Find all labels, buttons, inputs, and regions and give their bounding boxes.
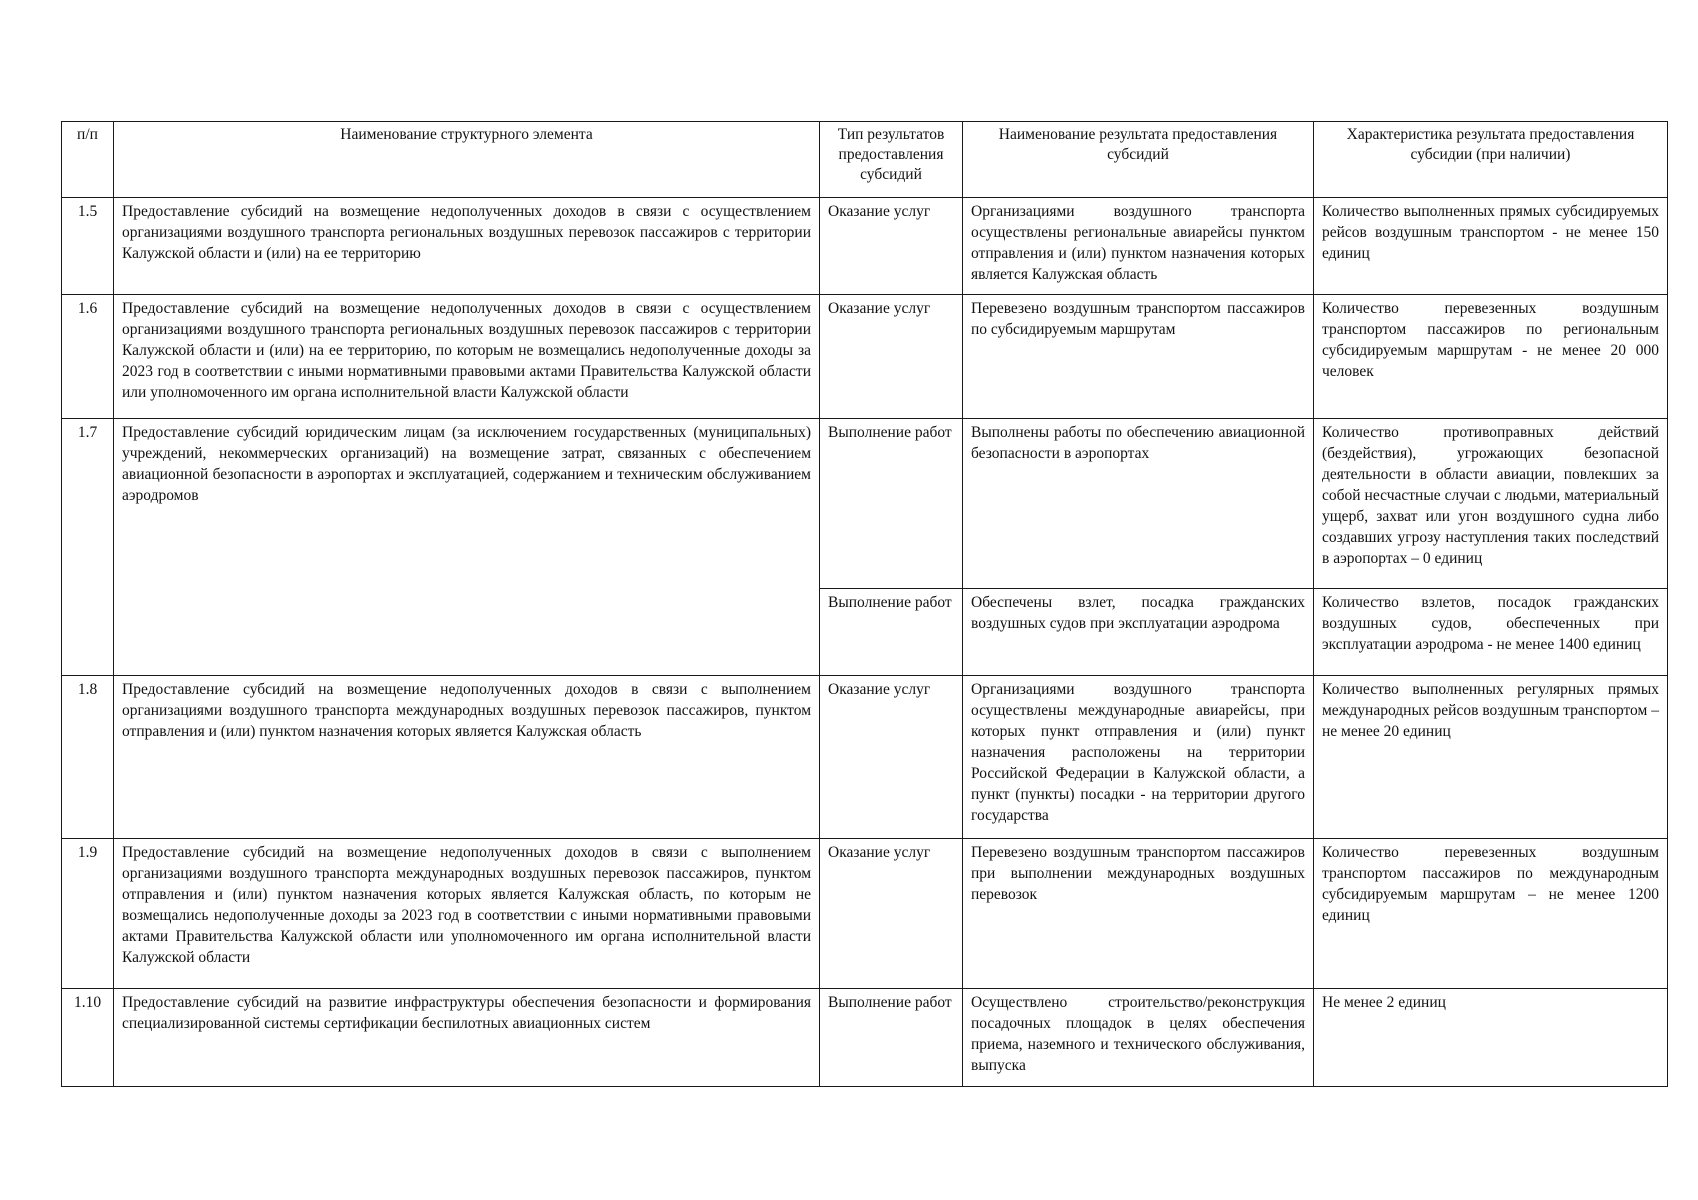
header-num: п/п xyxy=(62,122,114,198)
row-result-name: Обеспечены взлет, посадка гражданских воздушных судов при эксплуатации аэродрома xyxy=(963,589,1314,676)
row-num: 1.10 xyxy=(62,989,114,1087)
row-element-name: Предоставление субсидий на развитие инфраструктуры обеспечения безопасности и формирования специализированной системы сертификации беспилотных авиационных систем xyxy=(114,989,820,1087)
header-result-name: Наименование результата предоставления субсидий xyxy=(963,122,1314,198)
row-element-name: Предоставление субсидий юридическим лицам (за исключением государственных (муниципальных) учреждений, некоммерческих организаций) на возмещение затрат, связанных с обеспечением авиационной безопасности в аэропортах и эксплуатацией, содержанием и техническим обслуживанием аэродромов xyxy=(114,419,820,676)
table-row xyxy=(62,198,1668,295)
subsidy-results-table xyxy=(61,121,1668,1087)
table-row xyxy=(62,676,1668,839)
row-result-name: Осуществлено строительство/реконструкция посадочных площадок в целях обеспечения приема, наземного и технического обслуживания, выпуска xyxy=(963,989,1314,1087)
row-result-type: Выполнение работ xyxy=(820,419,963,589)
row-element-name: Предоставление субсидий на возмещение недополученных доходов в связи с осуществлением организациями воздушного транспорта региональных воздушных перевозок пассажиров с территории Калужской области и (или) на ее территорию xyxy=(114,198,820,295)
row-result-type: Выполнение работ xyxy=(820,989,963,1087)
row-result-name: Перевезено воздушным транспортом пассажиров по субсидируемым маршрутам xyxy=(963,295,1314,419)
row-result-characteristic: Количество противоправных действий (бездействия), угрожающих безопасной деятельности в области авиации, повлекших за собой несчастные случаи с людьми, материальный ущерб, захват или угон воздушного судна либо создавших угрозу наступления таких последствий в аэропортах – 0 единиц xyxy=(1314,419,1668,589)
row-result-name: Организациями воздушного транспорта осуществлены региональные авиарейсы пунктом отправления и (или) пунктом назначения которых является Калужская область xyxy=(963,198,1314,295)
table-row xyxy=(62,989,1668,1087)
row-result-characteristic: Не менее 2 единиц xyxy=(1314,989,1668,1087)
row-num: 1.5 xyxy=(62,198,114,295)
row-num: 1.8 xyxy=(62,676,114,839)
row-element-name: Предоставление субсидий на возмещение недополученных доходов в связи с выполнением организациями воздушного транспорта международных воздушных перевозок пассажиров, пунктом отправления и (или) пунктом назначения которых является Калужская область xyxy=(114,676,820,839)
row-result-type: Выполнение работ xyxy=(820,589,963,676)
row-result-name: Выполнены работы по обеспечению авиационной безопасности в аэропортах xyxy=(963,419,1314,589)
row-num: 1.9 xyxy=(62,839,114,989)
table-row xyxy=(62,295,1668,419)
row-element-name: Предоставление субсидий на возмещение недополученных доходов в связи с выполнением организациями воздушного транспорта международных воздушных перевозок пассажиров, пунктом отправления и (или) пунктом назначения которых является Калужская область, по которым не возмещались недополученные доходы за 2023 год в соответствии с иными нормативными правовыми актами Правительства Калужской области или уполномоченного им органа исполнительной власти Калужской области xyxy=(114,839,820,989)
row-result-name: Перевезено воздушным транспортом пассажиров при выполнении международных воздушных перевозок xyxy=(963,839,1314,989)
header-result-type: Тип результатов предоставления субсидий xyxy=(820,122,963,198)
row-result-type: Оказание услуг xyxy=(820,295,963,419)
row-result-type: Оказание услуг xyxy=(820,676,963,839)
row-result-characteristic: Количество взлетов, посадок гражданских воздушных судов, обеспеченных при эксплуатации аэродрома - не менее 1400 единиц xyxy=(1314,589,1668,676)
row-element-name: Предоставление субсидий на возмещение недополученных доходов в связи с осуществлением организациями воздушного транспорта региональных воздушных перевозок пассажиров с территории Калужской области и (или) на ее территорию, по которым не возмещались недополученные доходы за 2023 год в соответствии с иными нормативными правовыми актами Правительства Калужской области или уполномоченного им органа исполнительной власти Калужской области xyxy=(114,295,820,419)
row-result-name: Организациями воздушного транспорта осуществлены международные авиарейсы, при которых пункт отправления и (или) пункт назначения расположены на территории Российской Федерации в Калужской области, а пункт (пункты) посадки - на территории другого государства xyxy=(963,676,1314,839)
row-num: 1.7 xyxy=(62,419,114,676)
row-num: 1.6 xyxy=(62,295,114,419)
table-row xyxy=(62,419,1668,589)
table-header-row xyxy=(62,122,1668,198)
header-result-characteristic: Характеристика результата предоставления субсидии (при наличии) xyxy=(1314,122,1668,198)
row-result-characteristic: Количество перевезенных воздушным транспортом пассажиров по региональным субсидируемым маршрутам - не менее 20 000 человек xyxy=(1314,295,1668,419)
header-element-name: Наименование структурного элемента xyxy=(114,122,820,198)
row-result-type: Оказание услуг xyxy=(820,198,963,295)
row-result-type: Оказание услуг xyxy=(820,839,963,989)
row-result-characteristic: Количество выполненных регулярных прямых международных рейсов воздушным транспортом – не менее 20 единиц xyxy=(1314,676,1668,839)
row-result-characteristic: Количество перевезенных воздушным транспортом пассажиров по международным субсидируемым маршрутам – не менее 1200 единиц xyxy=(1314,839,1668,989)
table-row xyxy=(62,839,1668,989)
row-result-characteristic: Количество выполненных прямых субсидируемых рейсов воздушным транспортом - не менее 150 единиц xyxy=(1314,198,1668,295)
